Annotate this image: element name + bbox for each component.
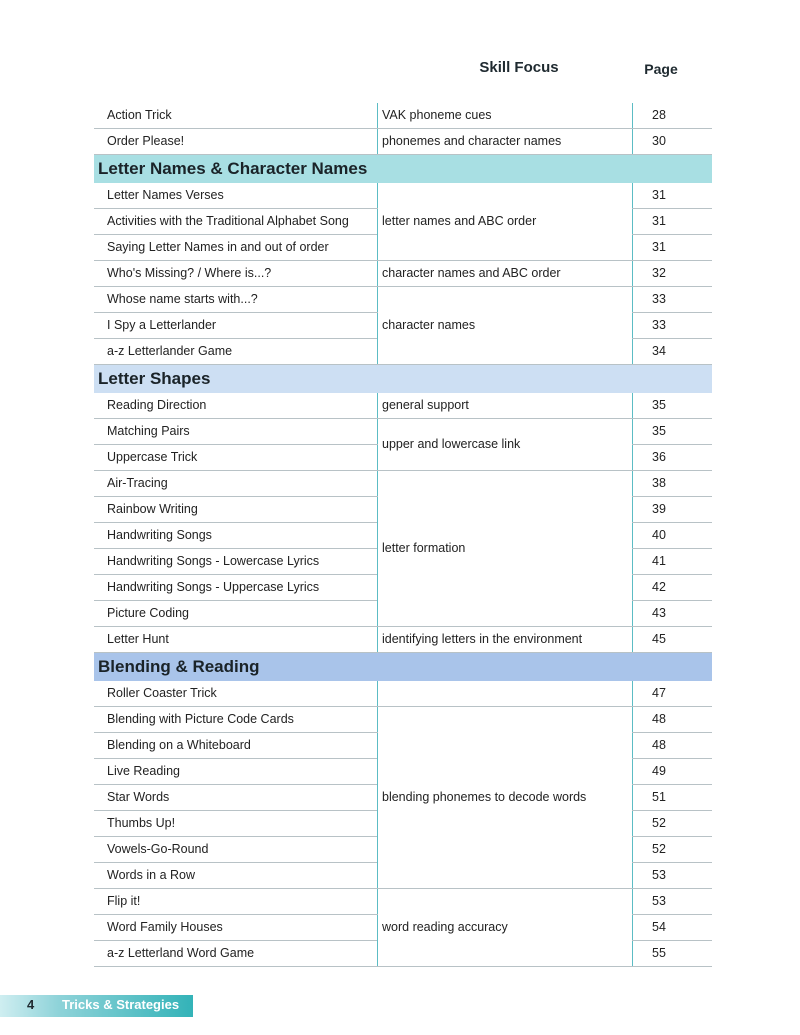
page-number: 35 (633, 393, 713, 419)
activity-name: Handwriting Songs - Uppercase Lyrics (94, 575, 378, 601)
table-row (94, 707, 712, 733)
page-number: 38 (633, 471, 713, 497)
page-number: 34 (633, 339, 713, 365)
activity-name: Action Trick (94, 103, 378, 129)
section-title: Letter Shapes (94, 365, 712, 394)
contents-table (94, 55, 705, 967)
section-title: Letter Names & Character Names (94, 155, 712, 184)
page-number: 52 (633, 811, 713, 837)
activity-name: Thumbs Up! (94, 811, 378, 837)
page-number: 35 (633, 419, 713, 445)
table-row (94, 129, 712, 155)
table-row (94, 103, 712, 129)
table-row (94, 393, 712, 419)
activity-name: a-z Letterlander Game (94, 339, 378, 365)
page-header: Page (644, 61, 678, 77)
skill-focus: identifying letters in the environment (378, 627, 633, 653)
activity-name: Reading Direction (94, 393, 378, 419)
page-number: 31 (633, 209, 713, 235)
activity-name: Matching Pairs (94, 419, 378, 445)
skill-focus-header: Skill Focus (479, 59, 559, 76)
page-number: 30 (633, 129, 713, 155)
contents-rows (94, 103, 712, 967)
activity-name: Whose name starts with...? (94, 287, 378, 313)
page-number: 47 (633, 681, 713, 707)
activity-name: Flip it! (94, 889, 378, 915)
table-row (94, 183, 712, 209)
table-row (94, 471, 712, 497)
activity-name: Uppercase Trick (94, 445, 378, 471)
section-heading (94, 365, 712, 394)
footer-page-number: 4 (27, 997, 35, 1012)
activity-name: Air-Tracing (94, 471, 378, 497)
activity-name: Who's Missing? / Where is...? (94, 261, 378, 287)
table-row (94, 627, 712, 653)
page-number: 32 (633, 261, 713, 287)
activity-name: Picture Coding (94, 601, 378, 627)
activity-name: Word Family Houses (94, 915, 378, 941)
page-number: 51 (633, 785, 713, 811)
footer-title: Tricks & Strategies (62, 997, 180, 1012)
activity-name: Handwriting Songs - Lowercase Lyrics (94, 549, 378, 575)
skill-focus: phonemes and character names (378, 129, 633, 155)
skill-focus: character names and ABC order (378, 261, 633, 287)
page-number: 42 (633, 575, 713, 601)
page-number: 31 (633, 235, 713, 261)
page-number: 48 (633, 707, 713, 733)
activity-name: Rainbow Writing (94, 497, 378, 523)
page-number: 48 (633, 733, 713, 759)
page-number: 45 (633, 627, 713, 653)
activity-name: Roller Coaster Trick (94, 681, 378, 707)
table-row (94, 287, 712, 313)
page-number: 53 (633, 889, 713, 915)
skill-focus: blending phonemes to decode words (378, 707, 633, 889)
activity-name: Vowels-Go-Round (94, 837, 378, 863)
activity-name: Words in a Row (94, 863, 378, 889)
page-number: 54 (633, 915, 713, 941)
page-number: 41 (633, 549, 713, 575)
activity-name: Letter Hunt (94, 627, 378, 653)
skill-focus: letter formation (378, 471, 633, 627)
activity-name: I Spy a Letterlander (94, 313, 378, 339)
skill-focus: word reading accuracy (378, 889, 633, 967)
activity-name: Blending with Picture Code Cards (94, 707, 378, 733)
activity-name: Star Words (94, 785, 378, 811)
table-row (94, 261, 712, 287)
page-number: 49 (633, 759, 713, 785)
skill-focus: letter names and ABC order (378, 183, 633, 261)
page-number: 40 (633, 523, 713, 549)
page-number: 33 (633, 287, 713, 313)
page-number: 43 (633, 601, 713, 627)
page-number: 28 (633, 103, 713, 129)
skill-focus: character names (378, 287, 633, 365)
page-number: 36 (633, 445, 713, 471)
activity-name: Live Reading (94, 759, 378, 785)
page-number: 53 (633, 863, 713, 889)
page-number: 55 (633, 941, 713, 967)
skill-focus (378, 681, 633, 707)
page-number: 31 (633, 183, 713, 209)
section-title: Blending & Reading (94, 653, 712, 682)
activity-name: Saying Letter Names in and out of order (94, 235, 378, 261)
table-header (94, 55, 705, 103)
table-row (94, 889, 712, 915)
section-heading (94, 653, 712, 682)
activity-name: Handwriting Songs (94, 523, 378, 549)
page-number: 39 (633, 497, 713, 523)
skill-focus: general support (378, 393, 633, 419)
section-heading (94, 155, 712, 184)
activity-name: Blending on a Whiteboard (94, 733, 378, 759)
page-number: 33 (633, 313, 713, 339)
activity-name: Letter Names Verses (94, 183, 378, 209)
page-number: 52 (633, 837, 713, 863)
skill-focus: upper and lowercase link (378, 419, 633, 471)
table-row (94, 419, 712, 445)
table-row (94, 681, 712, 707)
skill-focus: VAK phoneme cues (378, 103, 633, 129)
activity-name: Order Please! (94, 129, 378, 155)
activity-name: a-z Letterland Word Game (94, 941, 378, 967)
activity-name: Activities with the Traditional Alphabet Song (94, 209, 378, 235)
